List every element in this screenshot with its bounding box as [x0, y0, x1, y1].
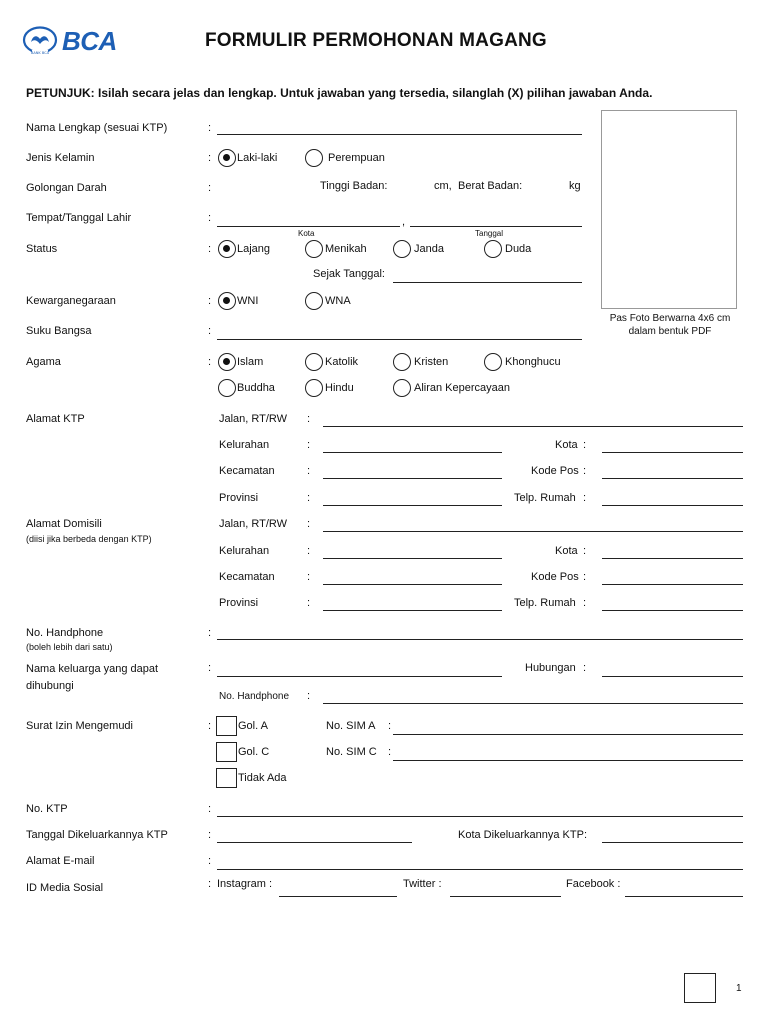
form-title: FORMULIR PERMOHONAN MAGANG: [205, 30, 547, 51]
ttl-comma: ,: [402, 216, 406, 228]
bca-logo-icon: [22, 26, 58, 61]
label-dom-jalan: Jalan, RT/RW: [219, 518, 288, 530]
radio-perempuan[interactable]: [305, 149, 323, 167]
page-number: 1: [736, 983, 742, 994]
keluarga-nama-field[interactable]: [217, 676, 502, 677]
checkbox-sim-gol-c[interactable]: [216, 742, 237, 762]
colon: :: [583, 662, 587, 674]
label-kota-ktp: Kota Dikeluarkannya KTP:: [458, 829, 588, 841]
colon: :: [307, 439, 311, 451]
label-keluarga-handphone: No. Handphone: [219, 691, 290, 702]
colon: :: [583, 492, 587, 504]
colon: :: [307, 413, 311, 425]
colon: :: [307, 690, 311, 702]
colon: :: [208, 295, 212, 307]
colon: :: [208, 878, 212, 890]
label-dom-provinsi: Provinsi: [219, 597, 259, 609]
option-duda: Duda: [505, 243, 532, 255]
label-twitter: Twitter :: [403, 878, 442, 890]
label-agama: Agama: [26, 356, 61, 368]
radio-buddha[interactable]: [218, 379, 236, 397]
hint-tanggal: Tanggal: [475, 229, 504, 238]
ktp-provinsi-field[interactable]: [323, 505, 502, 506]
note-alamat-domisili: (diisi jika berbeda dengan KTP): [26, 534, 152, 544]
colon: :: [208, 122, 212, 134]
colon: :: [583, 545, 587, 557]
colon: :: [208, 243, 212, 255]
checkbox-sim-gol-a[interactable]: [216, 716, 237, 736]
bca-logo-text: BCA: [62, 26, 117, 56]
ktp-kota-field[interactable]: [602, 452, 743, 453]
instruction-text: PETUNJUK: Isilah secara jelas dan lengkap. Untuk jawaban yang tersedia, silanglah (X) pilihan jawaban Anda.: [26, 86, 653, 100]
radio-hindu[interactable]: [305, 379, 323, 397]
radio-janda[interactable]: [393, 240, 411, 258]
colon: :: [208, 182, 212, 194]
label-kg: kg: [569, 180, 581, 192]
colon: :: [208, 325, 212, 337]
label-suku-bangsa: Suku Bangsa: [26, 325, 92, 337]
label-berat-badan: Berat Badan:: [458, 180, 523, 192]
kota-ktp-field[interactable]: [602, 842, 743, 843]
tempat-lahir-field[interactable]: [217, 226, 400, 227]
label-instagram: Instagram :: [217, 878, 273, 890]
colon: :: [307, 492, 311, 504]
option-katolik: Katolik: [325, 356, 359, 368]
radio-aliran-kepercayaan[interactable]: [393, 379, 411, 397]
option-khonghucu: Khonghucu: [505, 356, 561, 368]
colon: :: [307, 465, 311, 477]
ktp-kecamatan-field[interactable]: [323, 478, 502, 479]
nama-field[interactable]: [217, 134, 582, 135]
hint-kota: Kota: [298, 229, 315, 238]
photo-box[interactable]: [601, 110, 737, 309]
option-wni: WNI: [237, 295, 259, 307]
label-tinggi-badan: Tinggi Badan:: [320, 180, 388, 192]
label-facebook: Facebook :: [566, 878, 621, 890]
no-sim-a-field[interactable]: [393, 734, 743, 735]
radio-khonghucu[interactable]: [484, 353, 502, 371]
label-ktp-kecamatan: Kecamatan: [219, 465, 275, 477]
label-nama: Nama Lengkap (sesuai KTP): [26, 122, 168, 134]
option-wna: WNA: [325, 295, 351, 307]
photo-caption-line2: dalam bentuk PDF: [628, 326, 712, 337]
tanggal-ktp-field[interactable]: [217, 842, 412, 843]
option-hindu: Hindu: [325, 382, 354, 394]
dom-jalan-field[interactable]: [323, 531, 743, 532]
label-dom-kecamatan: Kecamatan: [219, 571, 275, 583]
label-kewarganegaraan: Kewarganegaraan: [26, 295, 116, 307]
photo-caption-line1: Pas Foto Berwarna 4x6 cm: [609, 313, 731, 324]
radio-katolik[interactable]: [305, 353, 323, 371]
checkbox-sim-tidak-ada[interactable]: [216, 768, 237, 788]
radio-duda[interactable]: [484, 240, 502, 258]
option-aliran-kepercayaan: Aliran Kepercayaan: [414, 382, 511, 394]
label-dom-kode-pos: Kode Pos: [531, 571, 579, 583]
label-no-sim-a: No. SIM A: [326, 720, 376, 732]
colon: :: [208, 803, 212, 815]
colon: :: [208, 152, 212, 164]
note-no-handphone: (boleh lebih dari satu): [26, 642, 113, 652]
colon: :: [208, 855, 212, 867]
ktp-telp-rumah-field[interactable]: [602, 505, 743, 506]
colon: :: [208, 212, 212, 224]
label-keluarga-line2: dihubungi: [26, 680, 74, 692]
colon: :: [307, 545, 311, 557]
colon: :: [307, 518, 311, 530]
dom-kota-field[interactable]: [602, 558, 743, 559]
label-hubungan: Hubungan: [525, 662, 576, 674]
label-golongan-darah: Golongan Darah: [26, 182, 107, 194]
label-status: Status: [26, 243, 58, 255]
option-lajang: Lajang: [237, 243, 271, 255]
facebook-field[interactable]: [625, 896, 743, 897]
no-sim-c-field[interactable]: [393, 760, 743, 761]
label-alamat-domisili: Alamat Domisili: [26, 518, 102, 530]
colon: :: [583, 597, 587, 609]
no-handphone-field[interactable]: [217, 639, 743, 640]
dom-kode-pos-field[interactable]: [602, 584, 743, 585]
radio-laki-laki[interactable]: [218, 149, 236, 167]
radio-menikah[interactable]: [305, 240, 323, 258]
instagram-field[interactable]: [279, 896, 397, 897]
option-kristen: Kristen: [414, 356, 449, 368]
no-ktp-field[interactable]: [217, 816, 743, 817]
colon: :: [208, 662, 212, 674]
email-field[interactable]: [217, 869, 743, 870]
dom-telp-rumah-field[interactable]: [602, 610, 743, 611]
label-ktp-provinsi: Provinsi: [219, 492, 259, 504]
dom-provinsi-field[interactable]: [323, 610, 502, 611]
dom-kelurahan-field[interactable]: [323, 558, 502, 559]
colon: :: [208, 720, 212, 732]
page-box: [684, 973, 716, 1003]
sejak-tanggal-field[interactable]: [393, 282, 582, 283]
colon: :: [307, 597, 311, 609]
option-perempuan: Perempuan: [328, 152, 385, 164]
label-sejak-tanggal: Sejak Tanggal:: [313, 268, 385, 280]
radio-kristen[interactable]: [393, 353, 411, 371]
ktp-kelurahan-field[interactable]: [323, 452, 502, 453]
label-media-sosial: ID Media Sosial: [26, 882, 104, 894]
colon: :: [208, 829, 212, 841]
label-tanggal-ktp: Tanggal Dikeluarkannya KTP: [26, 829, 168, 841]
colon: :: [583, 439, 587, 451]
label-ktp-kelurahan: Kelurahan: [219, 439, 270, 451]
colon: :: [208, 627, 212, 639]
label-dom-kota: Kota: [555, 545, 578, 557]
ktp-kode-pos-field[interactable]: [602, 478, 743, 479]
dom-kecamatan-field[interactable]: [323, 584, 502, 585]
label-sim-tidak-ada: Tidak Ada: [238, 772, 287, 784]
label-ktp-kode-pos: Kode Pos: [531, 465, 579, 477]
option-laki-laki: Laki-laki: [237, 152, 278, 164]
keluarga-handphone-field[interactable]: [323, 703, 743, 704]
radio-islam[interactable]: [218, 353, 236, 371]
label-sim: Surat Izin Mengemudi: [26, 720, 133, 732]
suku-bangsa-field[interactable]: [217, 339, 582, 340]
label-no-sim-c: No. SIM C: [326, 746, 377, 758]
colon: :: [583, 465, 587, 477]
colon: :: [388, 746, 392, 758]
label-ktp-telp-rumah: Telp. Rumah: [514, 492, 576, 504]
label-jenis-kelamin: Jenis Kelamin: [26, 152, 95, 164]
radio-lajang[interactable]: [218, 240, 236, 258]
svg-text:BANK BCA: BANK BCA: [31, 51, 49, 55]
colon: :: [307, 571, 311, 583]
option-menikah: Menikah: [325, 243, 367, 255]
label-dom-kelurahan: Kelurahan: [219, 545, 270, 557]
option-janda: Janda: [414, 243, 444, 255]
label-dom-telp-rumah: Telp. Rumah: [514, 597, 576, 609]
radio-wna[interactable]: [305, 292, 323, 310]
ktp-jalan-field[interactable]: [323, 426, 743, 427]
radio-wni[interactable]: [218, 292, 236, 310]
option-buddha: Buddha: [237, 382, 275, 394]
hubungan-field[interactable]: [602, 676, 743, 677]
label-email: Alamat E-mail: [26, 855, 95, 867]
colon: :: [583, 571, 587, 583]
label-keluarga-line1: Nama keluarga yang dapat: [26, 663, 159, 675]
label-ttl: Tempat/Tanggal Lahir: [26, 212, 132, 224]
label-alamat-ktp: Alamat KTP: [26, 413, 85, 425]
twitter-field[interactable]: [450, 896, 561, 897]
tanggal-lahir-field[interactable]: [410, 226, 582, 227]
label-sim-gol-c: Gol. C: [238, 746, 270, 758]
label-no-ktp: No. KTP: [26, 803, 68, 815]
colon: :: [208, 356, 212, 368]
label-ktp-jalan: Jalan, RT/RW: [219, 413, 288, 425]
option-islam: Islam: [237, 356, 264, 368]
label-sim-gol-a: Gol. A: [238, 720, 268, 732]
colon: :: [388, 720, 392, 732]
label-no-handphone: No. Handphone: [26, 627, 104, 639]
label-ktp-kota: Kota: [555, 439, 578, 451]
label-cm: cm,: [434, 180, 452, 192]
